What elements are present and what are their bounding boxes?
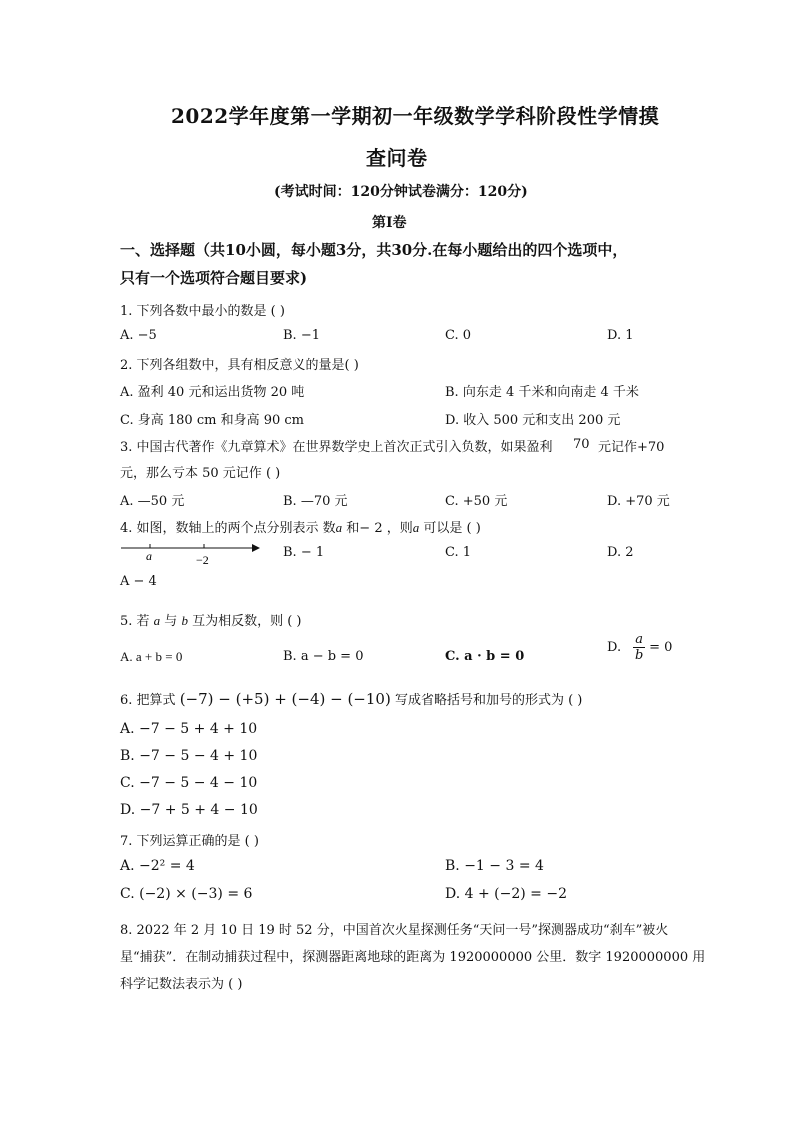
q5-var-b: b [181,613,188,628]
exam-info: (考试时间：120分钟试卷满分：120分) [274,184,528,200]
q4-stem-pre: 4. 如图，数轴上的两个点分别表示 数 [120,521,336,536]
q5-option-d [607,632,672,663]
exam-title-line1: 2022学年度第一学期初一年级数学学科阶段性学情摸 [171,104,660,128]
q6-option-b: B. −7 − 5 − 4 + 10 [120,748,258,764]
q2-option-b: B. 向东走 4 千米和向南走 4 千米 [445,385,639,400]
q6-stem-label: 6. 把算式 [120,693,176,708]
q3-stem-line2: 元，那么亏本 50 元记作 ( ) [120,466,281,481]
q6-option-a: A. −7 − 5 + 4 + 10 [120,721,258,737]
q3-option-c: C. +50 元 [445,494,508,509]
q6-option-d: D. −7 + 5 + 4 − 10 [120,802,258,818]
q1-option-a: A. −5 [120,328,157,343]
q4-stem-mid: 和− 2 ，则 [342,521,413,536]
q1-option-c: C. 0 [445,328,472,343]
q4-option-b: B. − 1 [283,545,325,560]
q3-stem-number: 70 [573,437,590,452]
q5-option-d-label: D. [607,640,622,655]
q6-stem-tail: 写成省略括号和加号的形式为 ( ) [394,693,583,708]
q3-option-b: B. —70 元 [283,494,348,509]
q3-stem-tail: 元记作+70 [598,440,665,455]
q5-option-c: C. a · b = 0 [445,649,525,664]
q5-option-d-denominator: b [634,648,644,663]
q5-stem-end: 互为相反数，则 ( ) [187,614,302,629]
q7-option-b: B. −1 − 3 = 4 [445,858,544,874]
q6-expression: (−7) − (+5) + (−4) − (−10) [179,690,391,708]
q5-stem [120,610,301,629]
number-line-label-a: a [146,549,152,563]
q5-option-a: A. a + b = 0 [120,649,183,664]
q7-option-a: A. −2² = 4 [120,858,195,874]
q4-stem-var-a2: a [412,520,420,535]
q8-line1: 8. 2022 年 2 月 10 日 19 时 52 分，中国首次火星探测任务“天问一号”探测器成功“刹车”被火 [120,923,669,938]
q4-stem-var-a: a [335,520,343,535]
q2-stem: 2. 下列各组数中，具有相反意义的量是( ) [120,358,359,373]
q2-option-a: A. 盈利 40 元和运出货物 20 吨 [120,385,305,400]
q4-stem [120,517,481,536]
q3-stem-line1: 3. 中国古代著作《九章算术》在世界数学史上首次正式引入负数，如果盈利 [120,440,553,455]
section1-line2: 只有一个选项符合题目要求) [120,269,308,287]
q4-stem-end: 可以是 ( ) [419,521,481,536]
q4-option-a: A − 4 [120,574,157,589]
q1-option-d: D. 1 [607,328,634,343]
volume-label: 第I卷 [372,215,407,231]
q5-option-b: B. a − b = 0 [283,649,364,664]
number-line-figure [118,538,263,570]
q6-option-c: C. −7 − 5 − 4 − 10 [120,775,258,791]
q3-option-a: A. —50 元 [120,494,185,509]
q7-option-c: C. (−2) × (−3) = 6 [120,886,253,902]
q1-option-b: B. −1 [283,328,320,343]
q2-option-c: C. 身高 180 cm 和身高 90 cm [120,413,304,428]
q5-option-d-numerator: a [635,632,643,647]
q5-option-d-fraction [633,632,645,663]
q3-option-d: D. +70 元 [607,494,670,509]
number-line-arrow [252,544,260,552]
q5-stem-pre: 5. 若 [120,614,154,629]
q4-option-d: D. 2 [607,545,634,560]
q7-stem: 7. 下列运算正确的是 ( ) [120,834,259,849]
q8-line2: 星“捕获”．在制动捕获过程中，探测器距离地球的距离为 1920000000 公里．数字 1920000000 用 [120,950,706,965]
q1-stem: 1. 下列各数中最小的数是 ( ) [120,304,285,319]
q5-stem-mid: 与 [160,614,182,629]
q8-line3: 科学记数法表示为 ( ) [120,977,243,992]
q5-var-a: a [153,613,161,628]
q2-option-d: D. 收入 500 元和支出 200 元 [445,413,621,428]
number-line-label-neg2: −2 [196,553,209,567]
q4-option-c: C. 1 [445,545,472,560]
q6-stem [120,689,582,708]
section1-line1: 一、选择题（共10小圆，每小题3分，共30分.在每小题给出的四个选项中， [120,241,628,259]
exam-title-line2: 查问卷 [366,146,428,170]
q7-option-d: D. 4 + (−2) = −2 [445,886,567,902]
q5-option-d-tail: = 0 [649,640,673,655]
